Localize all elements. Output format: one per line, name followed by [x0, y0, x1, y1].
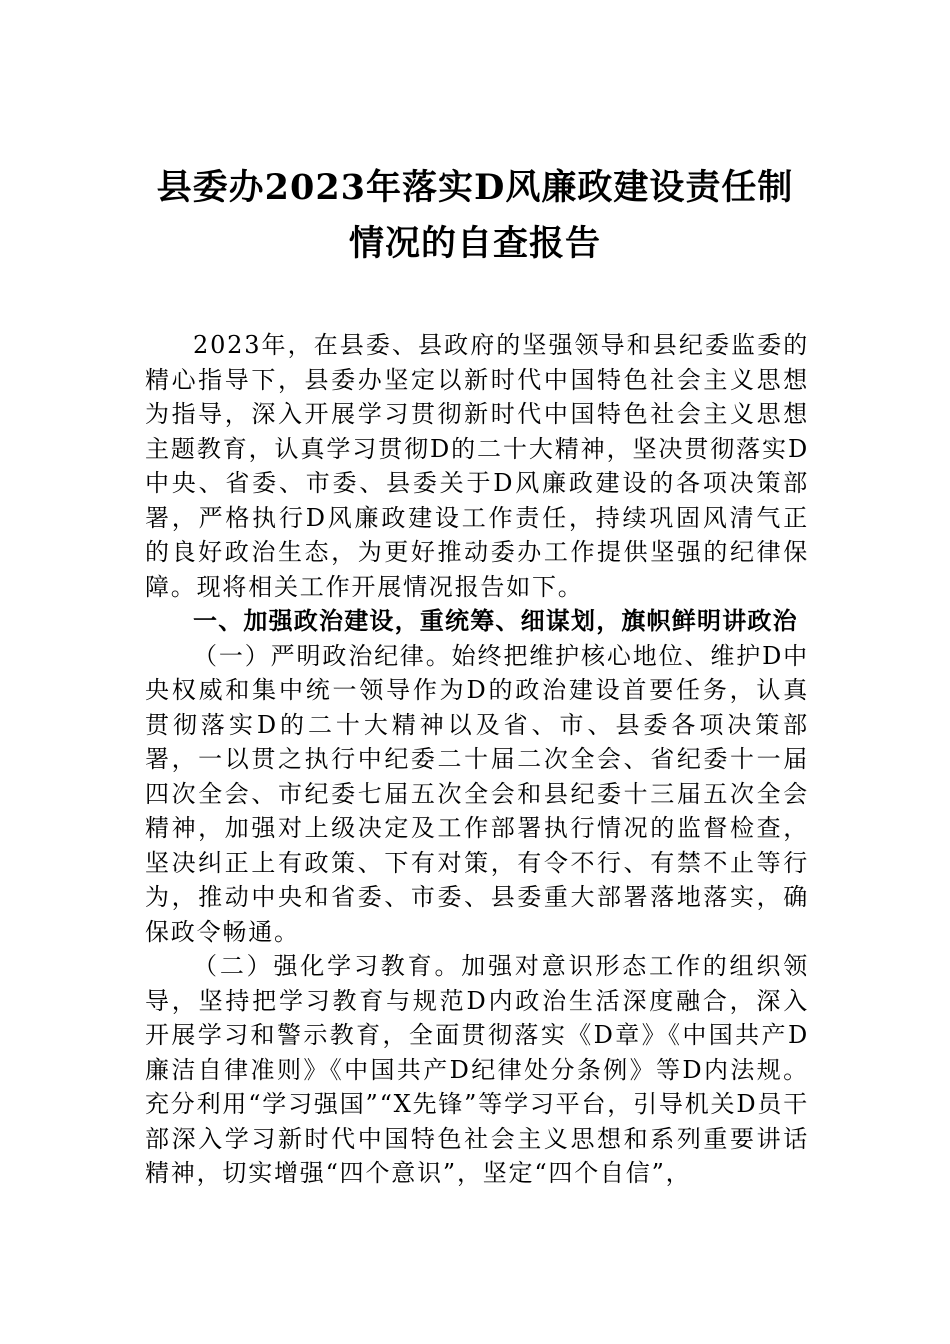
item-2-text: 加强对意识形态工作的组织领导，坚持把学习教育与规范D内政治生活深度融合，深入开展学习和警示教育，全面贯彻落实《D章》《中国共产D廉洁自律准则》《中国共产D纪律处分条例》等D内法规。充分利用“学习强国”“X先锋”等学习平台，引导机关D员干部深入学习新时代中国特色社会主义思想和系列重要讲话精神，切实增强“四个意识”，坚定“四个自信”， — [145, 952, 810, 1187]
document-title: 县委办2023年落实D风廉政建设责任制情况的自查报告 — [156, 167, 794, 264]
intro-paragraph: 2023年，在县委、县政府的坚强领导和县纪委监委的精心指导下，县委办坚定以新时代中国特色社会主义思想为指导，深入开展学习贯彻新时代中国特色社会主义思想主题教育，认真学习贯彻D的二十大精神，坚决贯彻落实D中央、省委、市委、县委关于D风廉政建设的各项决策部署，严格执行D风廉政建设工作责任，持续巩固风清气正的良好政治生态，为更好推动委办工作提供坚强的纪律保障。现将相关工作开展情况报告如下。 — [145, 331, 809, 601]
item-1-label: （一）严明政治纪律。 — [193, 641, 452, 670]
document-body — [145, 328, 809, 1191]
section-heading: 一、加强政治建设，重统筹、细谋划，旗帜鲜明讲政治 — [193, 607, 798, 635]
item-1-text: 始终把维护核心地位、维护D中央权威和集中统一领导作为D的政治建设首要任务，认真贯彻落实D的二十大精神以及省、市、县委各项决策部署，一以贯之执行中纪委二十届二次全会、省纪委十一届四次全会、市纪委七届五次全会和县纪委十三届五次全会精神，加强对上级决定及工作部署执行情况的监督检查，坚决纠正上有政策、下有对策，有令不行、有禁不止等行为，推动中央和省委、市委、县委重大部署落地落实，确保政令畅通。 — [145, 641, 809, 946]
item-2-label: （二）强化学习教育。 — [193, 952, 462, 980]
paragraph-item-1 — [145, 639, 809, 950]
paragraph-item-2 — [145, 949, 809, 1191]
